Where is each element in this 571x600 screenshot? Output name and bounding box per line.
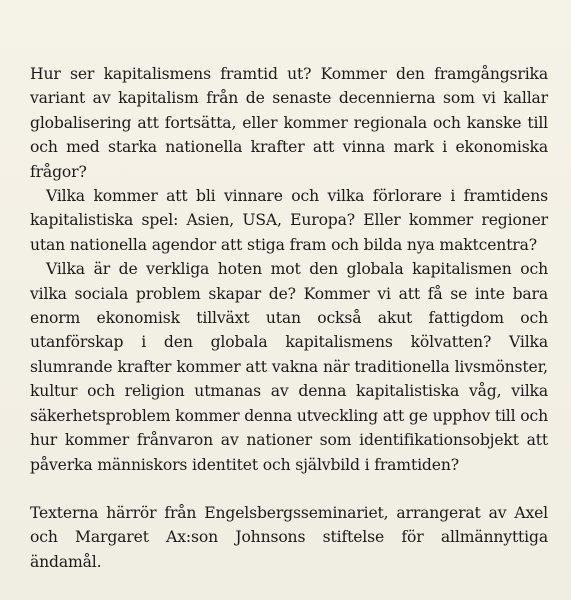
body-text	[30, 62, 548, 574]
paragraph-3: Vilka är de verkliga hoten mot den globala kapitalismen och vilka sociala problem skapar de? Kommer vi att få se inte bara enorm ekonomisk tillväxt utan också akut fattigdom och utanförskap i den globala kapitalismens kölvatten? Vilka slumrande krafter kommer att vakna när traditionella livsmönster, kultur och religion utmanas av denna kapitalistiska våg, vilka säkerhetsproblem kommer denna utveckling att ge upphov till och hur kommer frånvaron av nationer som identifikationsobjekt att påverka människors identitet och självbild i framtiden?	[30, 260, 548, 474]
paragraph-2: Vilka kommer att bli vinnare och vilka förlorare i framtidens kapitalistiska spel: Asien, USA, Europa? Eller kommer regioner utan nationella agendor att stiga fram och bilda nya maktcentra?	[30, 187, 548, 254]
source-note: Texterna härrör från Engelsbergsseminariet, arrangerat av Axel och Margaret Ax:son Johnsons stiftelse för allmännyttiga ändamål.	[30, 503, 548, 571]
paragraph-1: Hur ser kapitalismens framtid ut? Kommer den framgångsrika variant av kapitalism från de senaste decennierna som vi kallar globalisering att fortsätta, eller kommer regionala och kanske till och med starka nationella krafter att vinna mark i ekonomiska frågor?	[30, 65, 548, 181]
